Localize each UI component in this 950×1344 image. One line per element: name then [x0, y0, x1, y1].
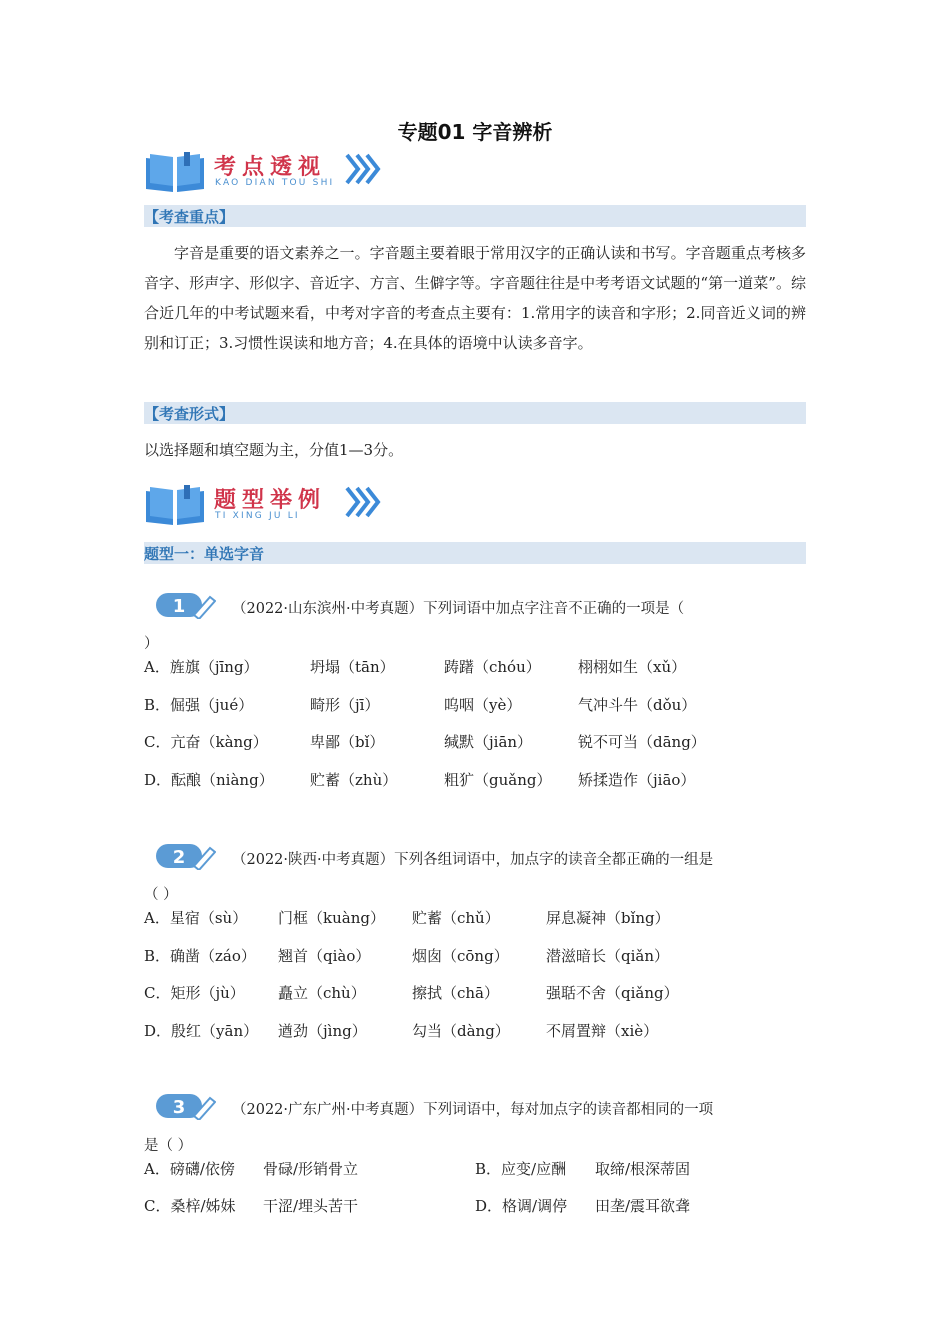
question-stem: （2022·广东广州·中考真题）下列词语中，每对加点字的读音都相同的一项 — [232, 1102, 714, 1118]
chevron-right-icon — [344, 152, 384, 186]
section-label: 【考查重点】 — [144, 208, 235, 226]
page-title: 专题01 字音辨析 — [397, 120, 553, 144]
book-icon — [144, 485, 206, 527]
question-stem-cont: ） — [144, 636, 159, 652]
section-header-type1 — [144, 542, 806, 564]
question-stem: （2022·山东滨州·中考真题）下列词语中加点字注音不正确的一项是（ — [232, 601, 685, 617]
book-icon — [144, 152, 206, 194]
question-stem: （2022·陕西·中考真题）下列各组词语中，加点字的读音全都正确的一组是 — [232, 852, 714, 868]
section-banner-tixing — [144, 483, 404, 533]
question-stem-cont: （ ） — [144, 887, 178, 903]
section-header-keypoints — [144, 205, 806, 227]
svg-text:2: 2 — [172, 847, 186, 868]
section-label: 题型一：单选字音 — [144, 545, 265, 563]
section-label: 【考查形式】 — [144, 405, 235, 423]
svg-text:3: 3 — [172, 1097, 186, 1118]
banner-title: 题型举例 — [214, 488, 327, 513]
question-number-badge — [156, 842, 216, 870]
section-banner-kaodian — [144, 150, 404, 200]
question-number-badge — [156, 1092, 216, 1120]
question-stem-cont: 是（ ） — [144, 1138, 193, 1154]
form-paragraph: 以选择题和填空题为主，分值1—3分。 — [144, 441, 404, 459]
chevron-right-icon — [344, 485, 384, 519]
keypoints-paragraph: 字音是重要的语文素养之一。字音题主要着眼于常用汉字的正确认读和书写。字音题重点考核多音字、形声字、形似字、音近字、方言、生僻字等。字音题往往是中考考语文试题的“第一道菜”。综合近几年的中考试题来看，中考对字音的考查点主要有：1.常用字的读音和字形；2.同音近义词的辨别和订正；3.习惯性误读和地方音；4.在具体的语境中认读多音字。 — [144, 244, 806, 352]
svg-text:1: 1 — [172, 596, 186, 617]
banner-pinyin: KAO DIAN TOU SHI — [215, 178, 335, 188]
banner-title: 考点透视 — [214, 155, 327, 180]
banner-pinyin: TI XING JU LI — [215, 511, 300, 521]
section-header-form — [144, 402, 806, 424]
question-number-badge — [156, 591, 216, 619]
